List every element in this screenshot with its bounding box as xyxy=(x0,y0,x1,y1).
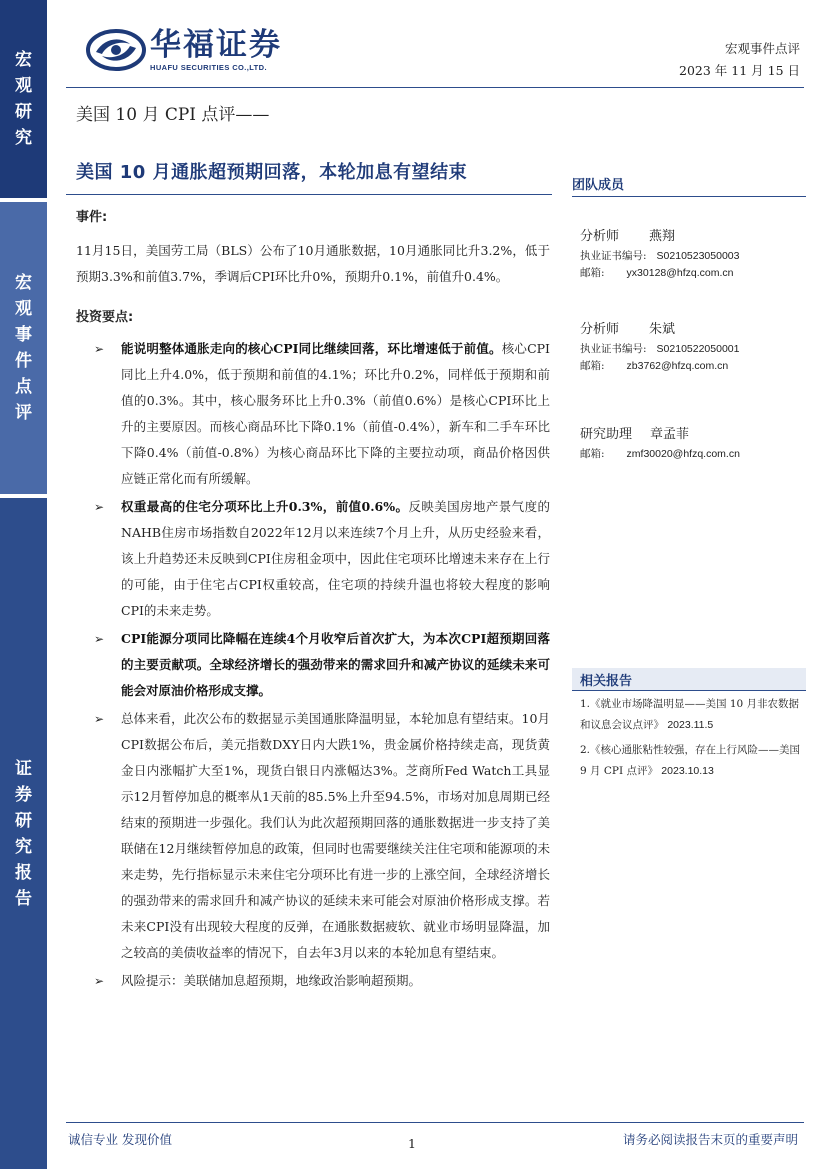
sidebar-macro-event-review: 宏 观 事 件 点 评 xyxy=(0,202,47,494)
left-sidebar xyxy=(0,0,47,1169)
footer-divider xyxy=(66,1122,804,1123)
team-heading: 团队成员 xyxy=(572,178,625,193)
sidebar-macro-research: 宏 观 研 究 xyxy=(0,0,47,198)
email-link[interactable]: zmf30020@hfzq.com.cn xyxy=(626,448,740,460)
arrow-bullet-icon: ➢ xyxy=(94,500,105,514)
title-divider xyxy=(66,194,552,195)
analyst-card: 研究助理 章孟菲 邮箱: zmf30020@hfzq.com.cn xyxy=(580,427,740,460)
logo-chinese-name: 华福证券 xyxy=(150,26,282,63)
event-heading: 事件: xyxy=(76,210,108,225)
list-item: ➢ 风险提示：美联储加息超预期，地缘政治影响超预期。 xyxy=(76,968,550,994)
list-item: ➢ 权重最高的住宅分项环比上升0.3%，前值0.6%。反映美国房地产景气度的NAHB住房市场指数自2022年12月以来连续7个月上升，从历史经验来看，该上升趋势还未反映到CPI住房租金项中，因此住宅项环比增速未来存在上行的可能，由于住宅占CPI权重较高，住宅项的持续升温也将较大程度的影响CPI的未来走势。 xyxy=(76,494,550,624)
related-report-link[interactable]: 2.《核心通胀粘性较强，存在上行风险——美国 9 月 CPI 点评》 2023.10.13 xyxy=(580,744,801,777)
team-divider xyxy=(572,196,806,197)
company-logo xyxy=(86,28,282,72)
report-subtitle: 美国 10 月 CPI 点评—— xyxy=(76,105,270,125)
logo-emblem-icon xyxy=(86,28,146,72)
cert-number: S0210522050001 xyxy=(656,343,740,355)
header-divider xyxy=(66,87,804,88)
analyst-card: 分析师 燕翔 执业证书编号: S0210523050003 邮箱: yx30128@hfzq.com.cn xyxy=(580,229,740,279)
analyst-name: 燕翔 xyxy=(649,229,676,244)
list-item: ➢ 总体来看，此次公布的数据显示美国通胀降温明显，本轮加息有望结束。10月CPI数据公布后，美元指数DXY日内大跌1%，贵金属价格持续走高，现货黄金日内涨幅扩大至1%，现货白银日内涨幅达3%。芝商所Fed Watch工具显示12月暂停加息的概率从1天前的85.5%上升至94.5%，市场对加息周期已经结束的预期进一步强化。我们认为此次超预期回落的通胀数据进一步支持了美联储在12月继续暂停加息的政策，但同时也需要继续关注住宅项和能源项的未来走势，先行指标显示未来住宅分项环比有进一步的上涨空间，全球经济增长的强劲带来的需求回升和减产协议的延续未来可能会对原油价格形成支撑。若未来CPI没有出现较大程度的反弹，在通胀数据疲软、就业市场明显降温，加之较高的美债收益率的情况下，自去年3月以来的本轮加息有望结束。 xyxy=(76,706,550,966)
investment-points xyxy=(76,336,550,994)
report-date: 2023 年 11 月 15 日 xyxy=(679,63,800,78)
footer-disclaimer: 请务必阅读报告末页的重要声明 xyxy=(622,1132,798,1147)
page-number: 1 xyxy=(408,1136,416,1151)
footer-slogan: 诚信专业 发现价值 xyxy=(68,1132,172,1147)
arrow-bullet-icon: ➢ xyxy=(94,342,105,356)
analyst-card: 分析师 朱斌 执业证书编号: S0210522050001 邮箱: zb3762@hfzq.com.cn xyxy=(580,322,740,372)
arrow-bullet-icon: ➢ xyxy=(94,974,105,988)
analyst-name: 朱斌 xyxy=(649,322,676,337)
list-item: ➢ CPI能源分项同比降幅在连续4个月收窄后首次扩大，为本次CPI超预期回落的主要贡献项。全球经济增长的强劲带来的需求回升和减产协议的延续未来可能会对原油价格形成支撑。 xyxy=(76,626,550,704)
logo-english-name: HUAFU SECURITIES CO.,LTD. xyxy=(150,62,267,72)
header-meta xyxy=(679,38,800,82)
arrow-bullet-icon: ➢ xyxy=(94,712,105,726)
related-report-link[interactable]: 1.《就业市场降温明显——美国 10 月非农数据和议息会议点评》 2023.11.5 xyxy=(580,698,800,731)
related-reports-list xyxy=(580,694,802,786)
main-content xyxy=(76,206,550,996)
related-heading: 相关报告 xyxy=(580,674,633,689)
related-divider xyxy=(572,690,806,691)
report-title: 美国 10 月通胀超预期回落，本轮加息有望结束 xyxy=(76,162,468,183)
event-text: 11月15日，美国劳工局（BLS）公布了10月通胀数据，10月通胀同比升3.2%，低于预期3.3%和前值3.7%，季调后CPI环比升0%，预期升0.1%，前值升0.4%。 xyxy=(76,243,550,284)
sidebar-securities-research-report: 证 券 研 究 报 告 xyxy=(0,498,47,1169)
email-link[interactable]: yx30128@hfzq.com.cn xyxy=(626,267,734,279)
report-type: 宏观事件点评 xyxy=(724,41,800,56)
list-item: ➢ 能说明整体通胀走向的核心CPI同比继续回落，环比增速低于前值。核心CPI同比上升4.0%，低于预期和前值的4.1%；环比升0.2%，同样低于预期和前值的0.3%。其中，核心服务环比上升0.3%（前值0.6%）是核心CPI环比上升的主要原因。而核心商品环比下降0.1%（前值-0.4%），新车和二手车环比下降0.4%（前值-0.8%）为核心商品环比下降的主要拉动项，商品价格因供应链正常化而有所缓解。 xyxy=(76,336,550,492)
arrow-bullet-icon: ➢ xyxy=(94,632,105,646)
analyst-name: 章孟菲 xyxy=(650,427,690,442)
investment-heading: 投资要点: xyxy=(76,310,134,325)
cert-number: S0210523050003 xyxy=(656,250,740,262)
email-link[interactable]: zb3762@hfzq.com.cn xyxy=(626,360,729,372)
